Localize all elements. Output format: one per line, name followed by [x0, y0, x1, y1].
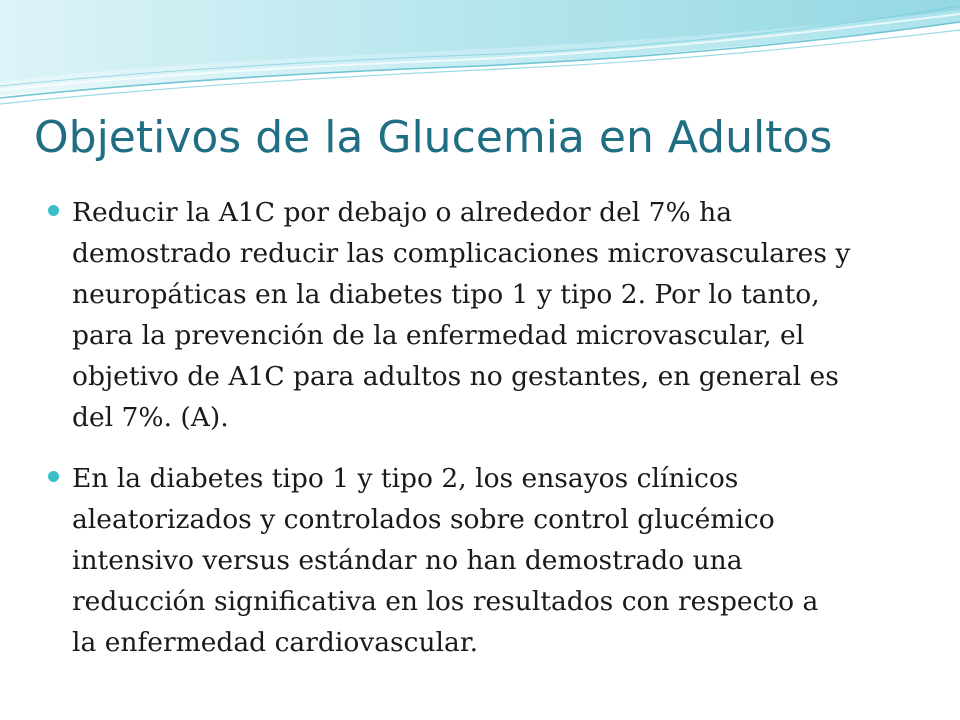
bullet-text: [72, 458, 818, 663]
bullet-line: objetivo de A1C para adultos no gestantes, en general es: [72, 361, 839, 392]
bullet-list: [48, 192, 928, 683]
header-wave-decoration: [0, 0, 960, 110]
bullet-line: neuropáticas en la diabetes tipo 1 y tipo 2. Por lo tanto,: [72, 279, 820, 310]
bullet-marker-icon: [48, 471, 59, 482]
bullet-line: para la prevención de la enfermedad microvascular, el: [72, 320, 805, 351]
bullet-item: [48, 192, 928, 438]
bullet-line: intensivo versus estándar no han demostrado una: [72, 545, 743, 576]
bullet-line: reducción significativa en los resultados con respecto a: [72, 586, 819, 617]
bullet-marker-icon: [48, 205, 59, 216]
bullet-line: En la diabetes tipo 1 y tipo 2, los ensayos clínicos: [72, 463, 739, 494]
bullet-line: Reducir la A1C por debajo o alrededor del 7% ha: [72, 197, 733, 228]
bullet-line: del 7%. (A).: [72, 402, 229, 433]
slide-title: Objetivos de la Glucemia en Adultos: [34, 112, 833, 163]
bullet-item: [48, 458, 928, 663]
bullet-text: [72, 192, 850, 438]
bullet-line: aleatorizados y controlados sobre control glucémico: [72, 504, 775, 535]
bullet-line: la enfermedad cardiovascular.: [72, 627, 479, 658]
bullet-line: demostrado reducir las complicaciones microvasculares y: [72, 238, 851, 269]
